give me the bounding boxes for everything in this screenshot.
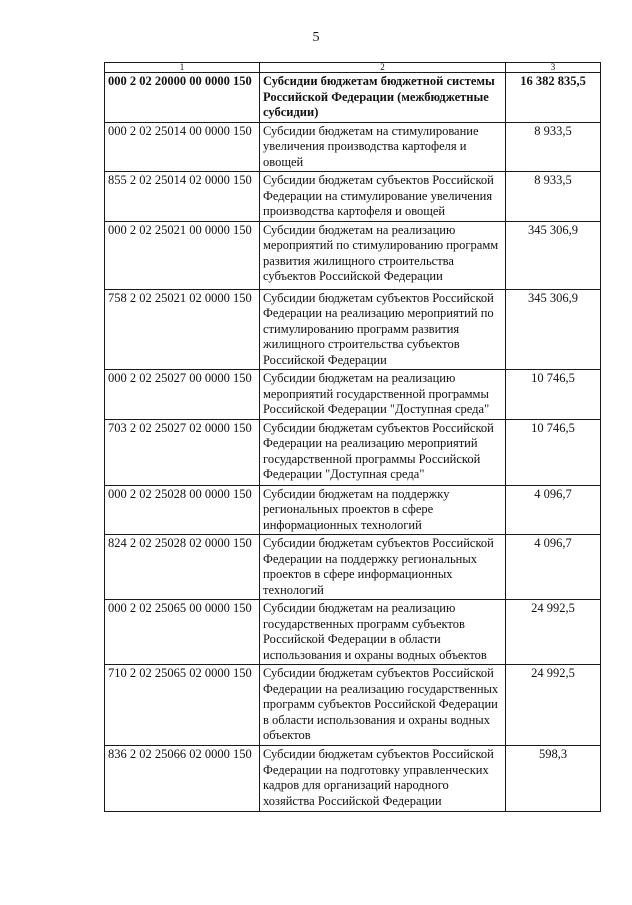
amount-cell: 10 746,5 [506,419,601,485]
description-cell: Субсидии бюджетам субъектов Российской Федерации на реализацию государственных программ субъектов Российской Федерации в области использования и охраны водных объектов [260,665,506,746]
budget-code-cell: 000 2 02 20000 00 0000 150 [105,73,260,123]
description-cell: Субсидии бюджетам на реализацию мероприятий по стимулированию программ развития жилищного строительства субъектов Российской Федерации [260,221,506,289]
description-cell: Субсидии бюджетам на реализацию мероприятий государственной программы Российской Федерации "Доступная среда" [260,370,506,420]
table-row [105,665,601,746]
budget-code-cell: 855 2 02 25014 02 0000 150 [105,172,260,222]
description-cell: Субсидии бюджетам на поддержку региональных проектов в сфере информационных технологий [260,485,506,535]
table-row [105,289,601,370]
table-row [105,122,601,172]
description-cell: Субсидии бюджетам субъектов Российской Федерации на реализацию мероприятий по стимулированию программ развития жилищного строительства субъектов Российской Федерации [260,289,506,370]
budget-code-cell: 000 2 02 25014 00 0000 150 [105,122,260,172]
amount-cell: 24 992,5 [506,665,601,746]
description-cell: Субсидии бюджетам субъектов Российской Федерации на подготовку управленческих кадров для организаций народного хозяйства Российской Федерации [260,746,506,812]
budget-code-cell: 000 2 02 25065 00 0000 150 [105,600,260,665]
table-row [105,221,601,289]
budget-code-cell: 824 2 02 25028 02 0000 150 [105,535,260,600]
table-row [105,370,601,420]
page-number: 5 [312,30,320,45]
description-cell: Субсидии бюджетам субъектов Российской Федерации на реализацию мероприятий государственной программы Российской Федерации "Доступная среда" [260,419,506,485]
column-header-3: 3 [506,63,601,73]
table-row [105,535,601,600]
table-row [105,485,601,535]
table-header-row [105,63,601,73]
amount-cell: 345 306,9 [506,289,601,370]
table-row [105,600,601,665]
budget-code-cell: 703 2 02 25027 02 0000 150 [105,419,260,485]
budget-code-cell: 000 2 02 25028 00 0000 150 [105,485,260,535]
budget-code-cell: 000 2 02 25027 00 0000 150 [105,370,260,420]
description-cell: Субсидии бюджетам на реализацию государственных программ субъектов Российской Федерации в области использования и охраны водных объектов [260,600,506,665]
amount-cell: 4 096,7 [506,485,601,535]
amount-cell: 8 933,5 [506,122,601,172]
table-body [105,63,601,812]
column-header-2: 2 [260,63,506,73]
amount-cell: 345 306,9 [506,221,601,289]
amount-cell: 16 382 835,5 [506,73,601,123]
table-row [105,172,601,222]
table-row [105,73,601,123]
description-cell: Субсидии бюджетам субъектов Российской Федерации на стимулирование увеличения производства картофеля и овощей [260,172,506,222]
column-header-1: 1 [105,63,260,73]
amount-cell: 24 992,5 [506,600,601,665]
amount-cell: 8 933,5 [506,172,601,222]
budget-table [104,62,601,812]
description-cell: Субсидии бюджетам бюджетной системы Российской Федерации (межбюджетные субсидии) [260,73,506,123]
budget-code-cell: 000 2 02 25021 00 0000 150 [105,221,260,289]
budget-code-cell: 758 2 02 25021 02 0000 150 [105,289,260,370]
budget-code-cell: 836 2 02 25066 02 0000 150 [105,746,260,812]
amount-cell: 10 746,5 [506,370,601,420]
table-row [105,419,601,485]
amount-cell: 598,3 [506,746,601,812]
table-row [105,746,601,812]
description-cell: Субсидии бюджетам на стимулирование увеличения производства картофеля и овощей [260,122,506,172]
amount-cell: 4 096,7 [506,535,601,600]
description-cell: Субсидии бюджетам субъектов Российской Федерации на поддержку региональных проектов в сфере информационных технологий [260,535,506,600]
budget-code-cell: 710 2 02 25065 02 0000 150 [105,665,260,746]
